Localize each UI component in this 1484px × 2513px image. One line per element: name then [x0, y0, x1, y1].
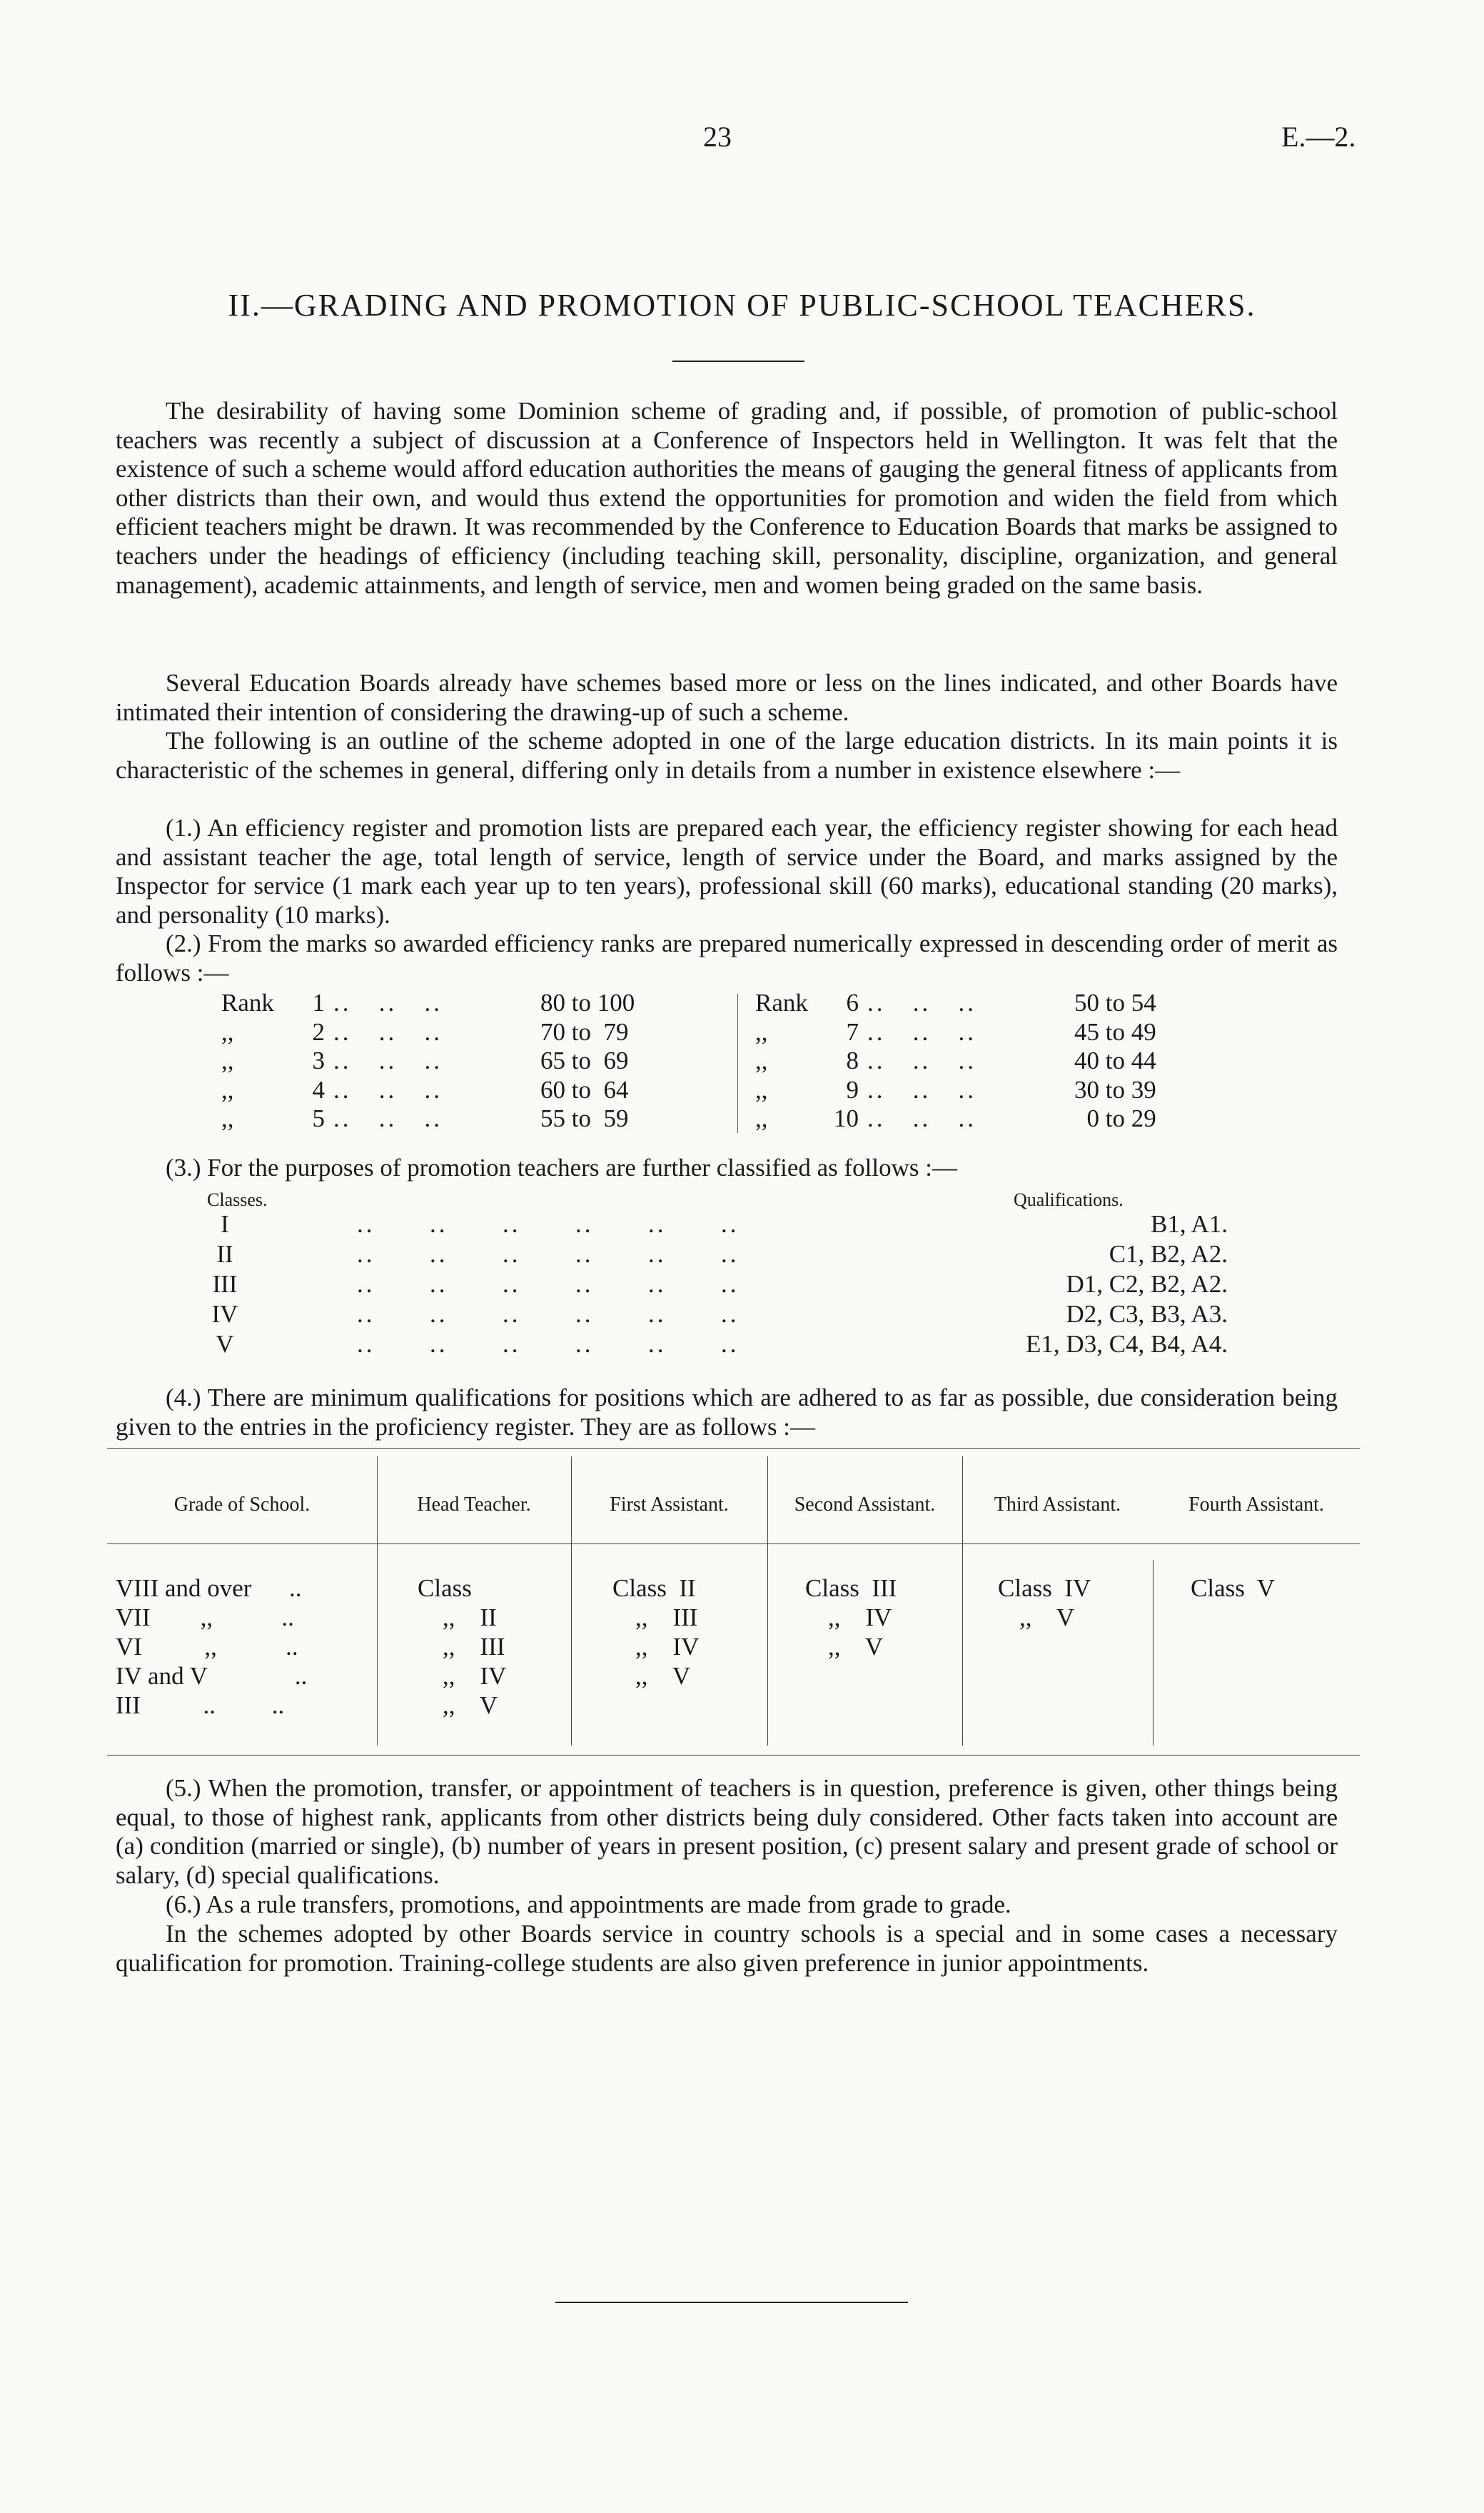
- leader-dots: .. .. .. .. .. ..: [357, 1240, 740, 1268]
- fourth-assistant-class: Class V: [1191, 1574, 1275, 1602]
- rank-range: 65 to 69: [540, 1047, 629, 1074]
- rank-row: [755, 1104, 1181, 1134]
- rank-label: Rank: [755, 989, 808, 1017]
- rank-number: 1: [312, 989, 325, 1017]
- school-grade: VII ,, ..: [116, 1603, 294, 1631]
- head-teacher-class: ,, IV: [443, 1662, 507, 1690]
- leader-dots: .. .. ..: [867, 1017, 976, 1046]
- classes-heading: Classes.: [207, 1189, 268, 1210]
- rank-label: ,,: [221, 1075, 234, 1104]
- leader-dots: .. .. ..: [333, 1047, 443, 1074]
- class-name: IV: [211, 1300, 238, 1328]
- second-assistant-class: ,, V: [828, 1633, 884, 1661]
- rank-row: [755, 1076, 1181, 1105]
- paragraph-outline: The following is an outline of the scheme adopted in one of the large education districts. In its main points it is characteristic of the schemes in general, differing only in details from a number in existence elsewhere :—: [116, 727, 1338, 784]
- third-assistant-class: ,, V: [1019, 1603, 1075, 1631]
- rank-number: 7: [846, 1017, 859, 1046]
- school-grade: VIII and over ..: [116, 1574, 302, 1602]
- column-divider: [1153, 1560, 1154, 1746]
- first-assistant-class: ,, V: [635, 1662, 691, 1690]
- leader-dots: .. .. ..: [867, 1047, 976, 1074]
- rank-number: 10: [834, 1104, 859, 1132]
- header-grade-of-school: Grade of School.: [173, 1494, 311, 1516]
- rank-label: ,,: [221, 1017, 234, 1046]
- end-rule: [555, 2302, 908, 2303]
- class-qualification: E1, D3, C4, B4, A4.: [1026, 1330, 1228, 1358]
- class-row: [171, 1270, 1228, 1299]
- rank-range: 40 to 44: [1074, 1047, 1156, 1074]
- rank-label: ,,: [755, 1104, 768, 1132]
- header-first-assistant: First Assistant.: [610, 1494, 729, 1516]
- leader-dots: .. .. .. .. .. ..: [357, 1330, 740, 1358]
- rank-row: [221, 1047, 647, 1076]
- rank-range: 55 to 59: [540, 1104, 629, 1132]
- head-teacher-class: ,, II: [443, 1603, 497, 1631]
- title-rule: [672, 361, 804, 362]
- rank-table-right: [755, 989, 1181, 1134]
- leader-dots: .. .. .. .. .. ..: [357, 1300, 740, 1328]
- page-number: 23: [703, 121, 732, 153]
- rank-range: 50 to 54: [1074, 989, 1156, 1017]
- rank-range: 30 to 39: [1074, 1075, 1156, 1104]
- class-row: [171, 1210, 1228, 1239]
- header-second-assistant: Second Assistant.: [794, 1494, 936, 1516]
- rank-row: [755, 989, 1181, 1018]
- class-qualification: C1, B2, A2.: [1109, 1240, 1228, 1268]
- rank-number: 5: [312, 1104, 325, 1132]
- leader-dots: .. .. ..: [333, 989, 443, 1017]
- paragraph-item-5: (5.) When the promotion, transfer, or appointment of teachers is in question, preference is given, other things being equal, to those of highest rank, applicants from other districts being duly considered. Other facts taken into account are (a) condition (married or single), (b) number of years in present position, (c) present salary and present grade of school or salary, (d) special qualifications.: [116, 1774, 1338, 1889]
- head-teacher-class: ,, V: [443, 1691, 498, 1719]
- class-name: III: [212, 1270, 238, 1298]
- rank-row: [221, 989, 647, 1018]
- paragraph-item-6: (6.) As a rule transfers, promotions, and appointments are made from grade to grade.: [166, 1890, 1011, 1918]
- first-assistant-class: ,, III: [635, 1603, 698, 1631]
- rank-divider: [737, 994, 738, 1133]
- head-teacher-class: Class: [418, 1574, 472, 1602]
- leader-dots: .. .. ..: [333, 1104, 443, 1132]
- rank-label: ,,: [755, 1047, 768, 1074]
- class-qualification: B1, A1.: [1151, 1210, 1228, 1238]
- leader-dots: .. .. .. .. .. ..: [357, 1270, 740, 1298]
- class-qualification: D1, C2, B2, A2.: [1066, 1270, 1228, 1298]
- class-qualification: D2, C3, B3, A3.: [1066, 1300, 1228, 1328]
- paragraph-other-boards: In the schemes adopted by other Boards service in country schools is a special and in some cases a necessary qualification for promotion. Training-college students are also given preference in junior appointments.: [116, 1920, 1338, 1977]
- class-row: [171, 1330, 1228, 1359]
- paragraph-boards: Several Education Boards already have schemes based more or less on the lines indicated, and other Boards have intimated their intention of considering the drawing-up of such a scheme.: [116, 669, 1338, 726]
- paragraph-intro: The desirability of having some Dominion scheme of grading and, if possible, of promotion of public-school teachers was recently a subject of discussion at a Conference of Inspectors held in Wellington. It was felt that the existence of such a scheme would afford education authorities the means of gauging the general fitness of applicants from other districts than their own, and would thus extend the opportunities for promotion and widen the field from which efficient teachers might be drawn. It was recommended by the Conference to Education Boards that marks be assigned to teachers under the headings of efficiency (including teaching skill, personality, discipline, organization, and general management), academic attainments, and length of service, men and women being graded on the same basis.: [116, 397, 1338, 599]
- rank-row: [221, 1018, 647, 1047]
- rank-range: 70 to 79: [540, 1017, 629, 1046]
- class-row: [171, 1300, 1228, 1329]
- rank-range: 80 to 100: [540, 989, 635, 1017]
- rank-range: 60 to 64: [540, 1075, 629, 1104]
- paragraph-item-1: (1.) An efficiency register and promotion lists are prepared each year, the efficiency register showing for each head and assistant teacher the age, total length of service, length of service under the Board, and marks assigned by the Inspector for service (1 mark each year up to ten years), professional skill (60 marks), educational standing (20 marks), and personality (10 marks).: [116, 814, 1338, 929]
- rank-row: [755, 1018, 1181, 1047]
- rank-range: 45 to 49: [1074, 1017, 1156, 1046]
- rank-number: 9: [846, 1075, 859, 1104]
- second-assistant-class: ,, IV: [828, 1603, 892, 1631]
- header-third-assistant: Third Assistant.: [994, 1494, 1121, 1516]
- leader-dots: .. .. ..: [333, 1075, 443, 1104]
- class-row: [171, 1240, 1228, 1269]
- rank-range: 0 to 29: [1074, 1104, 1156, 1132]
- rank-number: 4: [312, 1075, 325, 1104]
- table-rule-top: [107, 1448, 1360, 1449]
- header-fourth-assistant: Fourth Assistant.: [1188, 1494, 1324, 1516]
- class-name: V: [216, 1330, 234, 1358]
- table-rule-bottom: [107, 1755, 1360, 1756]
- leader-dots: .. .. ..: [333, 1017, 443, 1046]
- second-assistant-class: Class III: [805, 1574, 897, 1602]
- rank-table-left: [221, 989, 647, 1134]
- qualifications-heading: Qualifications.: [1014, 1189, 1124, 1210]
- page-title: II.—GRADING AND PROMOTION OF PUBLIC-SCHOOL TEACHERS.: [228, 288, 1256, 323]
- school-grade: IV and V ..: [116, 1662, 308, 1690]
- leader-dots: .. .. ..: [867, 989, 976, 1017]
- rank-row: [755, 1047, 1181, 1076]
- rank-label: Rank: [221, 989, 274, 1017]
- document-reference: E.—2.: [1281, 121, 1356, 153]
- rank-number: 3: [312, 1047, 325, 1074]
- third-assistant-class: Class IV: [998, 1574, 1091, 1602]
- leader-dots: .. .. .. .. .. ..: [357, 1210, 740, 1238]
- school-grade: III .. ..: [116, 1691, 285, 1719]
- paragraph-item-4: (4.) There are minimum qualifications for positions which are adhered to as far as possible, due consideration being given to the entries in the proficiency register. They are as follows :—: [116, 1384, 1338, 1441]
- first-assistant-class: ,, IV: [635, 1633, 700, 1661]
- rank-label: ,,: [755, 1075, 768, 1104]
- school-grade: VI ,, ..: [116, 1633, 298, 1661]
- head-teacher-class: ,, III: [443, 1633, 505, 1661]
- paragraph-item-2: (2.) From the marks so awarded efficiency ranks are prepared numerically expressed in descending order of merit as follows :—: [116, 930, 1338, 987]
- rank-number: 8: [846, 1047, 859, 1074]
- leader-dots: .. .. ..: [867, 1104, 976, 1132]
- leader-dots: .. .. ..: [867, 1075, 976, 1104]
- rank-row: [221, 1104, 647, 1134]
- rank-row: [221, 1076, 647, 1105]
- rank-number: 2: [312, 1017, 325, 1046]
- first-assistant-class: Class II: [612, 1574, 696, 1602]
- rank-label: ,,: [755, 1017, 768, 1046]
- class-name: II: [216, 1240, 233, 1268]
- header-head-teacher: Head Teacher.: [417, 1494, 531, 1516]
- paragraph-item-3: (3.) For the purposes of promotion teachers are further classified as follows :—: [166, 1154, 957, 1182]
- rank-label: ,,: [221, 1104, 234, 1132]
- table-rule-header: [107, 1543, 1360, 1544]
- rank-number: 6: [846, 989, 859, 1017]
- class-name: I: [221, 1210, 229, 1238]
- rank-label: ,,: [221, 1047, 234, 1074]
